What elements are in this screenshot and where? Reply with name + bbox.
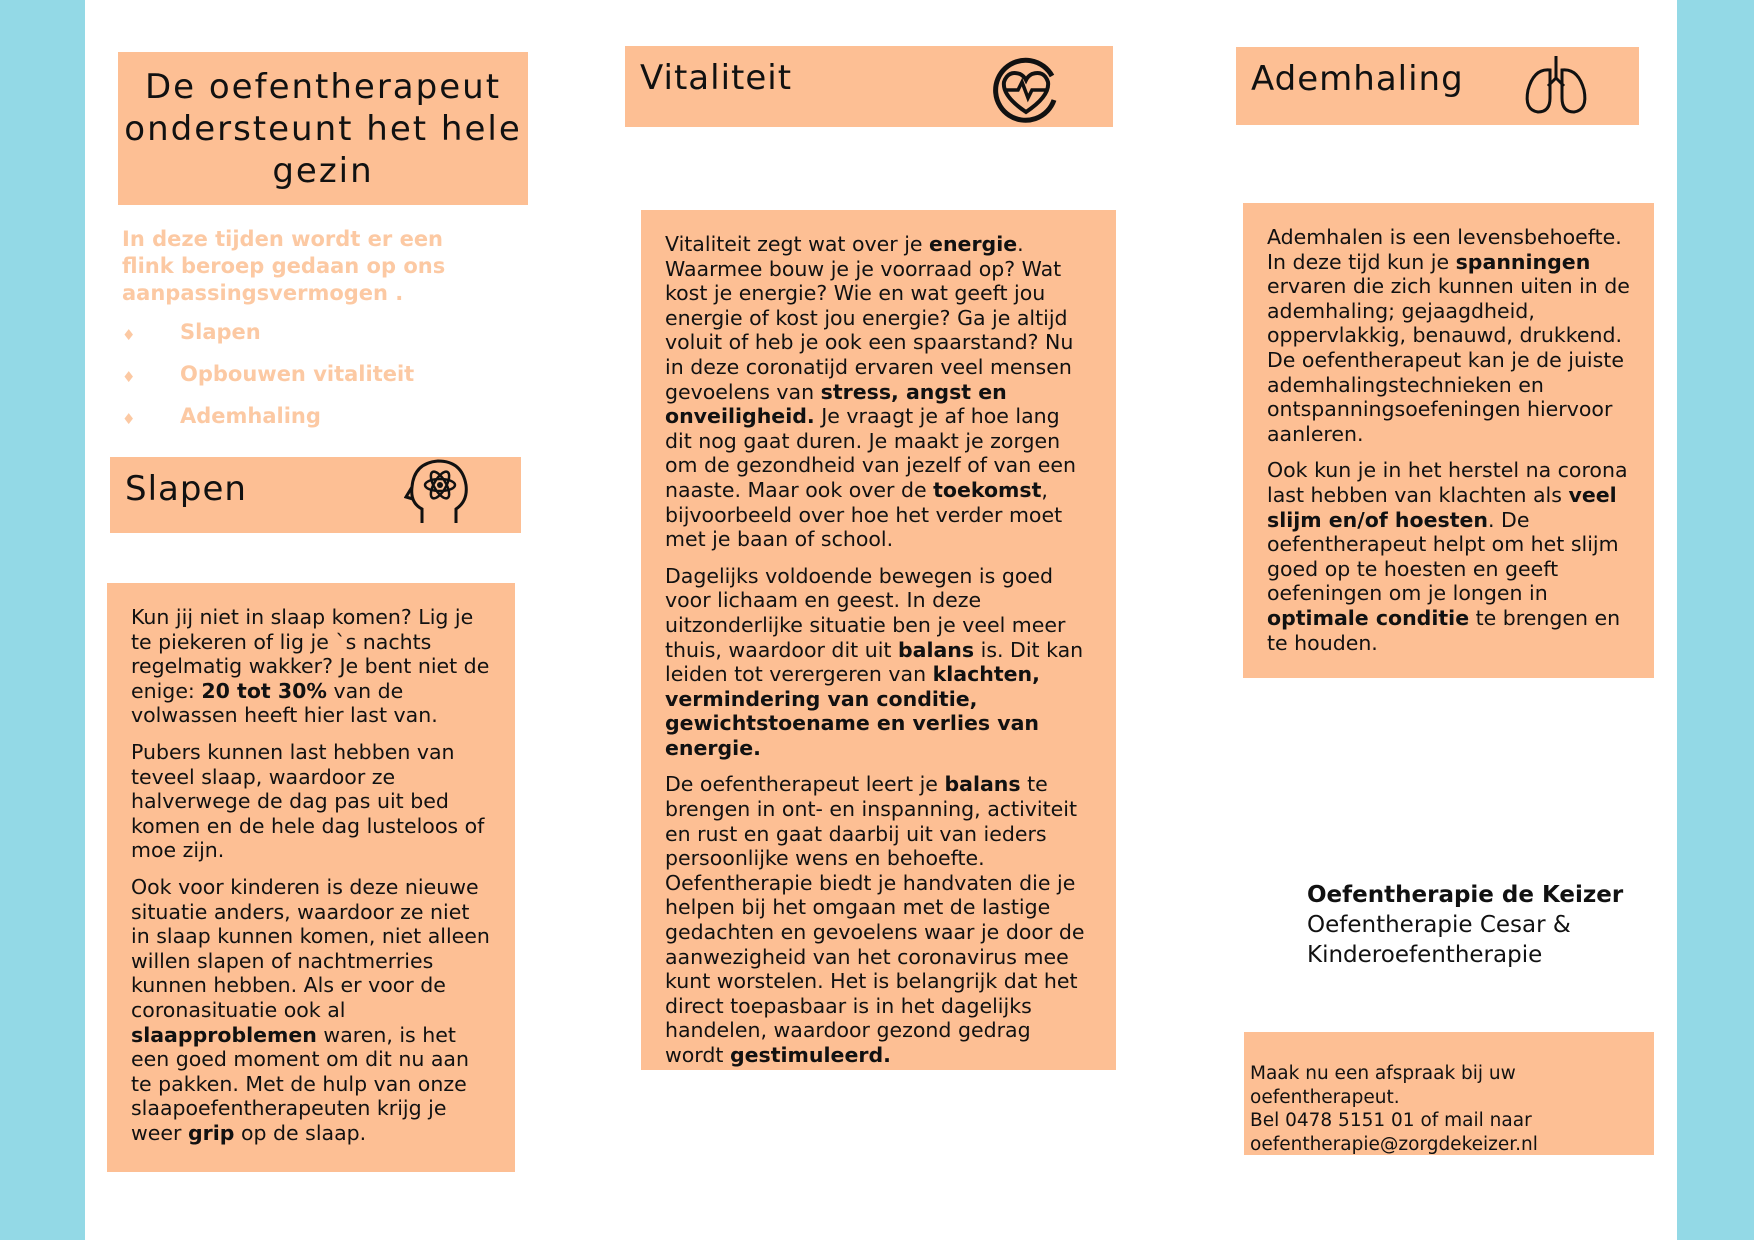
- page-title: De oefentherapeut ondersteunt het hele gezin: [118, 52, 528, 205]
- bold-text: toekomst: [933, 477, 1042, 502]
- paragraph: [131, 875, 491, 1146]
- contact-box: [1244, 1032, 1654, 1155]
- text: Je vraagt je af hoe lang dit nog gaat duren. Je maakt je zorgen om de gezondheid van jezelf of van een naaste. Maar ook over de: [665, 404, 1076, 502]
- text: te brengen in ont- en inspanning, activiteit en rust en gaat daarbij uit van ieders persoonlijke wens en behoefte. Oefentherapie biedt je handvaten die je helpen bij het omgaan met de lastige gedachten en gevoelens waar je door de aanwezigheid van het coronavirus mee kunt worstelen. Het is belangrijk dat het direct toepasbaar is in het dagelijks handelen, waardoor gezond gedrag wordt: [665, 772, 1085, 1067]
- heart-pulse-icon: [990, 54, 1062, 126]
- contact-email: oefentherapie@zorgdekeizer.nl: [1250, 1133, 1538, 1155]
- bold-text: stress, angst en onveiligheid.: [665, 379, 1007, 429]
- text: is. Dit kan leiden tot verergeren van: [665, 637, 1084, 687]
- bold-text: energie: [929, 232, 1018, 256]
- bold-text: grip: [187, 1120, 235, 1145]
- paragraph: [665, 772, 1092, 1067]
- list-item-label: Slapen: [180, 320, 261, 344]
- ademhaling-heading: Ademhaling: [1251, 59, 1464, 99]
- text: waren, is het een goed moment om dit nu aan te pakken. Met de hulp van onze slaapoefentherapeuten krijg je weer: [131, 1022, 469, 1145]
- head-atom-icon: [404, 457, 472, 529]
- text: De oefentherapeut leert je: [665, 772, 945, 797]
- lungs-icon: [1524, 54, 1588, 116]
- bold-text: optimale conditie: [1267, 605, 1470, 630]
- text: Vitaliteit zegt wat over je: [665, 232, 930, 256]
- text: . Waarmee bouw je je voorraad op? Wat kost je energie? Wie en wat geeft jou energie of kost jou energie? Ga je altijd voluit of heb je ook een spaarstand? Nu in deze coronatijd ervaren veel mensen gevoelens van: [665, 232, 1074, 404]
- paragraph: Pubers kunnen last hebben van teveel slaap, waardoor ze halverwege de dag pas uit bed komen en de hele dag lusteloos of moe zijn.: [131, 739, 485, 863]
- bullet-icon: ♦: [122, 410, 136, 428]
- bold-text: balans: [897, 637, 975, 662]
- bold-text: gestimuleerd.: [729, 1043, 891, 1067]
- list-item-label: Ademhaling: [180, 404, 321, 428]
- list-item-label: Opbouwen vitaliteit: [180, 362, 415, 386]
- text: Ook kun je in het herstel na corona last hebben van klachten als: [1267, 458, 1628, 507]
- text: Ademhalen is een levensbehoefte. In deze tijd kun je: [1267, 225, 1622, 274]
- text: Dagelijks voldoende bewegen is goed voor lichaam en geest. In deze uitzonderlijke situatie ben je veel meer thuis, waardoor dit uit: [665, 563, 1066, 662]
- bold-text: 20 tot 30%: [201, 678, 327, 703]
- bold-text: veel slijm en/of hoesten: [1267, 482, 1617, 532]
- text: te brengen en te houden.: [1267, 605, 1621, 655]
- list-item: [122, 404, 414, 446]
- contact-line: Bel 0478 5151 01 of mail naar: [1250, 1110, 1532, 1132]
- contact-line: Maak nu een afspraak bij uw: [1250, 1063, 1516, 1084]
- organization-signature: [1307, 880, 1623, 970]
- list-item: [122, 362, 414, 404]
- contact-line: oefentherapeut.: [1250, 1086, 1400, 1108]
- paragraph: [1267, 225, 1630, 446]
- bold-text: spanningen: [1455, 249, 1591, 274]
- vitaliteit-heading: Vitaliteit: [640, 58, 793, 98]
- slapen-text-box: [107, 583, 515, 1172]
- paragraph: [1267, 458, 1630, 655]
- text: Ook voor kinderen is deze nieuwe situatie anders, waardoor ze niet in slaap kunnen komen, niet alleen willen slapen of nachtmerries kunnen hebben. Als er voor de coronasituatie ook al: [131, 874, 490, 1022]
- list-item: [122, 320, 414, 362]
- bullet-icon: ♦: [122, 368, 136, 386]
- topic-list: [122, 320, 414, 446]
- text: . De oefentherapeut helpt om het slijm goed op te hoesten en geeft oefeningen om je longen in: [1267, 507, 1619, 606]
- bold-text: slaapproblemen: [131, 1022, 317, 1047]
- text: , bijvoorbeeld over hoe het verder moet met je baan of school.: [665, 477, 1063, 552]
- paragraph: [131, 605, 491, 728]
- text: van de volwassen heeft hier last van.: [131, 678, 438, 728]
- slapen-heading: Slapen: [125, 469, 247, 509]
- intro-text: In deze tijden wordt er een flink beroep gedaan op ons aanpassingsvermogen .: [122, 227, 446, 305]
- text: ervaren die zich kunnen uiten in de ademhaling; gejaagdheid, oppervlakkig, benauwd, drukkend. De oefentherapeut kan je de juiste ademhalingstechnieken en ontspanningsoefeningen hiervoor aanleren.: [1267, 274, 1630, 446]
- text: Kun jij niet in slaap komen? Lig je te piekeren of lig je `s nachts regelmatig wakker? Je bent niet de enige:: [131, 605, 490, 703]
- organization-subtitle: Oefentherapie Cesar &: [1307, 912, 1571, 938]
- bold-text: klachten, vermindering van conditie, gewichtstoename en verlies van energie.: [665, 662, 1040, 760]
- organization-name: Oefentherapie de Keizer: [1307, 882, 1624, 908]
- paragraph: [665, 232, 1092, 552]
- vitaliteit-text-box: [641, 210, 1116, 1070]
- paragraph: [665, 564, 1092, 761]
- text: op de slaap.: [234, 1120, 367, 1145]
- bullet-icon: ♦: [122, 326, 136, 344]
- ademhaling-text-box: [1243, 203, 1654, 678]
- bold-text: balans: [944, 772, 1021, 797]
- organization-subtitle: Kinderoefentherapie: [1307, 942, 1543, 968]
